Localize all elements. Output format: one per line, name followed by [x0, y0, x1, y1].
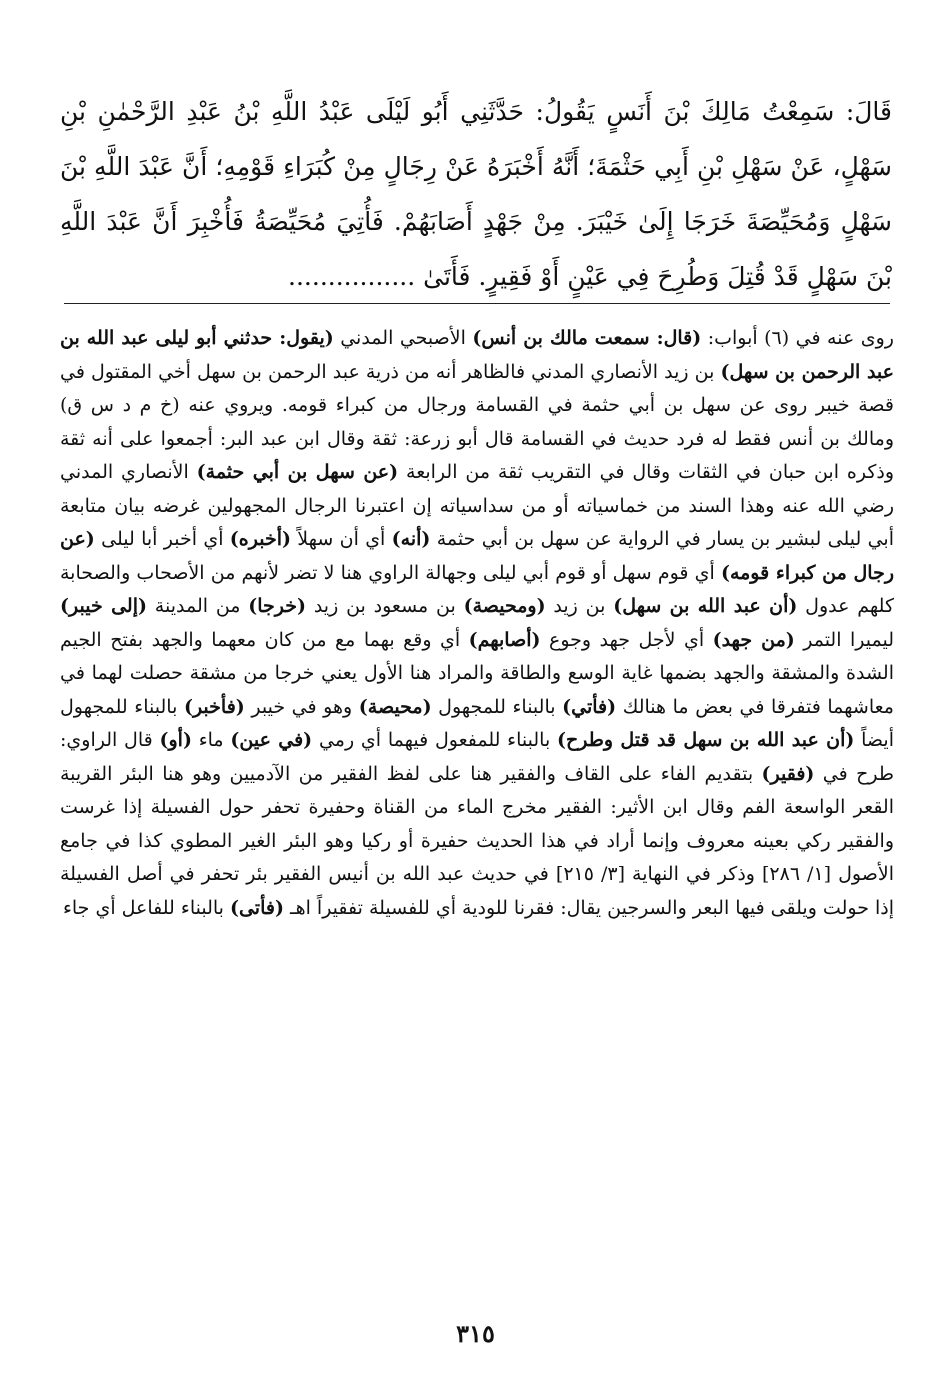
commentary-segment: قال الراوي: طرح في	[60, 729, 895, 785]
commentary-quote: (إلى خيبر)	[60, 595, 147, 617]
commentary-quote: (قال: سمعت مالك بن أنس)	[472, 327, 702, 349]
commentary-segment: بن مسعود بن زيد	[306, 595, 464, 617]
commentary-quote: (أن عبد الله بن سهل قد قتل وطرح)	[557, 729, 855, 751]
commentary-segment: أي لأجل جهد وجوع	[540, 628, 713, 651]
page-number: ٣١٥	[456, 1319, 495, 1348]
commentary-quote: (فأتى)	[229, 896, 284, 919]
commentary-segment: روى عنه في (٦) أبواب:	[701, 327, 894, 349]
commentary-segment: بتقديم الفاء على القاف والفقير هنا على لفظ الفقير من الآدميين وهو هنا البئر القريبة القعر الواسعة الفم وقال ابن الأثير: الفقير مخرج الماء من القناة وحفيرة تحفر حول الفسيلة إذا غرست والفقير ركي بعينه معروف وإنما أراد في هذا الحديث حفيرة أو ركيا وهو البئر الغير المطوي كذا في جامع الأصول [١/ ٢٨٦] وذكر في النهاية [٣/ ٢١٥] في حديث عبد الله بن أنيس الفقير بئر تحفر في أصل الفسيلة إذا حولت ويلقى فيها البعر والسرجين يقال: فقرنا للودية أي للفسيلة تفقيراً اهـ	[60, 762, 894, 919]
commentary-quote: (أخبره)	[229, 528, 291, 550]
commentary-quote: (أو)	[159, 729, 192, 751]
commentary-segment: بالبناء للفاعل أي جاء	[62, 896, 230, 919]
commentary-segment: بالبناء للمجهول أيضاً	[60, 695, 894, 751]
commentary-quote: (في عين)	[230, 729, 313, 751]
commentary-segment: بالبناء للمفعول فيهما أي رمي	[312, 729, 558, 751]
commentary-segment: بن زيد	[545, 595, 614, 617]
footnote-divider	[64, 303, 890, 304]
commentary-quote: (يقول: حدثني أبو ليلى عبد الله بن عبد الرحمن بن سهل)	[60, 327, 894, 383]
commentary-segment: بن زيد الأنصاري المدني فالظاهر أنه من ذرية عبد الرحمن بن سهل أخي المقتول في قصة خيبر روى عن سهل بن أبي حثمة في القسامة ورجال من كبراء قومه. ويروي عنه (خ م د س ق) ومالك بن أنس فقط له فرد حديث في القسامة قال أبو زرعة: ثقة وقال ابن عبد البر: أجمعوا على أنه ثقة وذكره ابن حبان في الثقات وقال في التقريب ثقة من الرابعة	[60, 360, 894, 483]
commentary-quote: (أن عبد الله بن سهل)	[613, 595, 798, 617]
commentary-segment: الأنصاري المدني رضي الله عنه وهذا السند من خماسياته أو من سداسياته إن اعتبرنا الرجال المجهولين غرضه بيان متابعة أبي ليلى لبشير بن يسار في الرواية عن سهل بن أبي حثمة	[60, 461, 895, 550]
commentary-segment: ماء	[191, 729, 231, 751]
commentary-quote: (محيصة)	[358, 695, 432, 718]
hadith-text: قَالَ: سَمِعْتُ مَالِكَ بْنَ أَنَسٍ يَقُولُ: حَدَّثَنِي أَبُو لَيْلَى عَبْدُ اللَّهِ بْنُ عَبْدِ الرَّحْمٰنِ بْنِ سَهْلٍ، عَنْ سَهْلِ بْنِ أَبِي حَثْمَةَ؛ أَنَّهُ أَخْبَرَهُ عَنْ رِجَالٍ مِنْ كُبَرَاءِ قَوْمِهِ؛ أَنَّ عَبْدَ اللَّهِ بْنَ سَهْلٍ وَمُحَيِّصَةَ خَرَجَا إِلَىٰ خَيْبَرَ. مِنْ جَهْدٍ أَصَابَهُمْ. فَأُتِيَ مُحَيِّصَةُ فَأُخْبِرَ أَنَّ عَبْدَ اللَّهِ بْنَ سَهْلٍ قَدْ قُتِلَ وَطُرِحَ فِي عَيْنٍ أَوْ فَقِيرٍ. فَأَتَىٰ ................	[60, 97, 892, 291]
commentary-quote: (عن رجال من كبراء قومه)	[60, 528, 894, 584]
commentary-segment: وهو في خيبر	[244, 695, 359, 718]
commentary-segment: من المدينة	[146, 595, 249, 617]
commentary-segment: ليميرا التمر	[794, 628, 894, 651]
commentary-quote: (فأتي)	[562, 695, 617, 718]
commentary-quote: (فأخبر)	[183, 695, 245, 718]
commentary-quote: (أنه)	[391, 528, 431, 550]
commentary-quote: (ومحيصة)	[463, 595, 546, 617]
commentary-segment: أي وقع بهما مع من كان معهما والجهد بفتح الجيم الشدة والمشقة والجهد بضمها غاية الوسع والطاقة والمراد هنا الأول يعني خرجا من مشقة حصلت لهما في معاشهما فتفرقا في بعض ما هنالك	[60, 628, 894, 718]
commentary-segment: بالبناء للمجهول	[431, 695, 563, 718]
commentary-quote: (من جهد)	[712, 628, 795, 651]
commentary-text	[60, 322, 894, 925]
commentary-quote: (خرجا)	[248, 595, 307, 617]
commentary-segment: أي أن سهلاً	[290, 528, 392, 550]
commentary-quote: (عن سهل بن أبي حثمة)	[196, 461, 399, 483]
commentary-segment: الأصبحي المدني	[333, 327, 473, 349]
commentary-segment: أي أخبر أبا ليلى	[94, 528, 230, 550]
commentary-segment: أي قوم سهل أو قوم أبي ليلى وجهالة الراوي هنا لا تضر لأنهم من الأصحاب والصحابة كلهم عدول	[60, 561, 895, 617]
commentary-quote: (أصابهم)	[468, 628, 541, 651]
commentary-quote: (فقير)	[761, 762, 815, 785]
